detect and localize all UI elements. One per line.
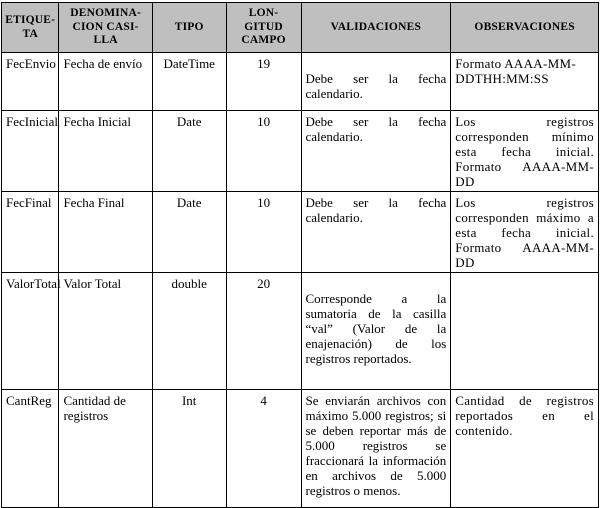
cell-validaciones: Debe ser la fecha calendario.: [301, 111, 451, 192]
cell-etiqueta: ValorTotal: [2, 273, 59, 390]
cell-tipo: Int: [152, 390, 226, 508]
cell-etiqueta: FecFinal: [2, 192, 59, 273]
header-observaciones: OBSERVACIONES: [451, 3, 599, 53]
cell-tipo: Date: [152, 111, 226, 192]
cell-validaciones: Corresponde a la sumatoria de la casilla “val” (Valor de la enajenación) de los registros reportados.: [301, 273, 451, 390]
cell-tipo: DateTime: [152, 53, 226, 111]
cell-observaciones: Los registros corresponden máximo a esta fecha inicial. Formato AAAA-MM-DD: [451, 192, 599, 273]
cell-denominacion: Valor Total: [59, 273, 152, 390]
cell-tipo: double: [152, 273, 226, 390]
cell-denominacion: Cantidad de registros: [59, 390, 152, 508]
cell-denominacion: Fecha de envío: [59, 53, 152, 111]
cell-observaciones: Cantidad de registros reportados en el contenido.: [451, 390, 599, 508]
cell-observaciones: Formato AAAA-MM-DDTHH:MM:SS: [451, 53, 599, 111]
cell-denominacion: Fecha Inicial: [59, 111, 152, 192]
cell-longitud: 4: [226, 390, 301, 508]
table-row: [2, 273, 599, 390]
cell-etiqueta: CantReg: [2, 390, 59, 508]
header-etiqueta: ETIQUE- TA: [2, 3, 59, 53]
table-row: [2, 111, 599, 192]
cell-tipo: Date: [152, 192, 226, 273]
cell-longitud: 19: [226, 53, 301, 111]
table-row: [2, 53, 599, 111]
cell-validaciones: Debe ser la fecha calendario.: [301, 192, 451, 273]
cell-validaciones: Se enviarán archivos con máximo 5.000 registros; si se deben reportar más de 5.000 registros se fraccionará la información en archivos de 5.000 registros o menos.: [301, 390, 451, 508]
cell-observaciones: Los registros corresponden mínimo esta fecha inicial. Formato AAAA-MM-DD: [451, 111, 599, 192]
cell-etiqueta: FecInicial: [2, 111, 59, 192]
table-row: [2, 390, 599, 508]
field-spec-table: [1, 2, 599, 508]
header-denominacion: DENOMINA- CION CASI- LLA: [59, 3, 152, 53]
header-tipo: TIPO: [152, 3, 226, 53]
cell-etiqueta: FecEnvio: [2, 53, 59, 111]
cell-denominacion: Fecha Final: [59, 192, 152, 273]
cell-longitud: 10: [226, 111, 301, 192]
cell-observaciones: [451, 273, 599, 390]
header-longitud: LON- GITUD CAMPO: [226, 3, 301, 53]
header-row: [2, 3, 599, 53]
cell-longitud: 20: [226, 273, 301, 390]
cell-validaciones: Debe ser la fecha calendario.: [301, 53, 451, 111]
cell-longitud: 10: [226, 192, 301, 273]
table-row: [2, 192, 599, 273]
header-validaciones: VALIDACIONES: [301, 3, 451, 53]
